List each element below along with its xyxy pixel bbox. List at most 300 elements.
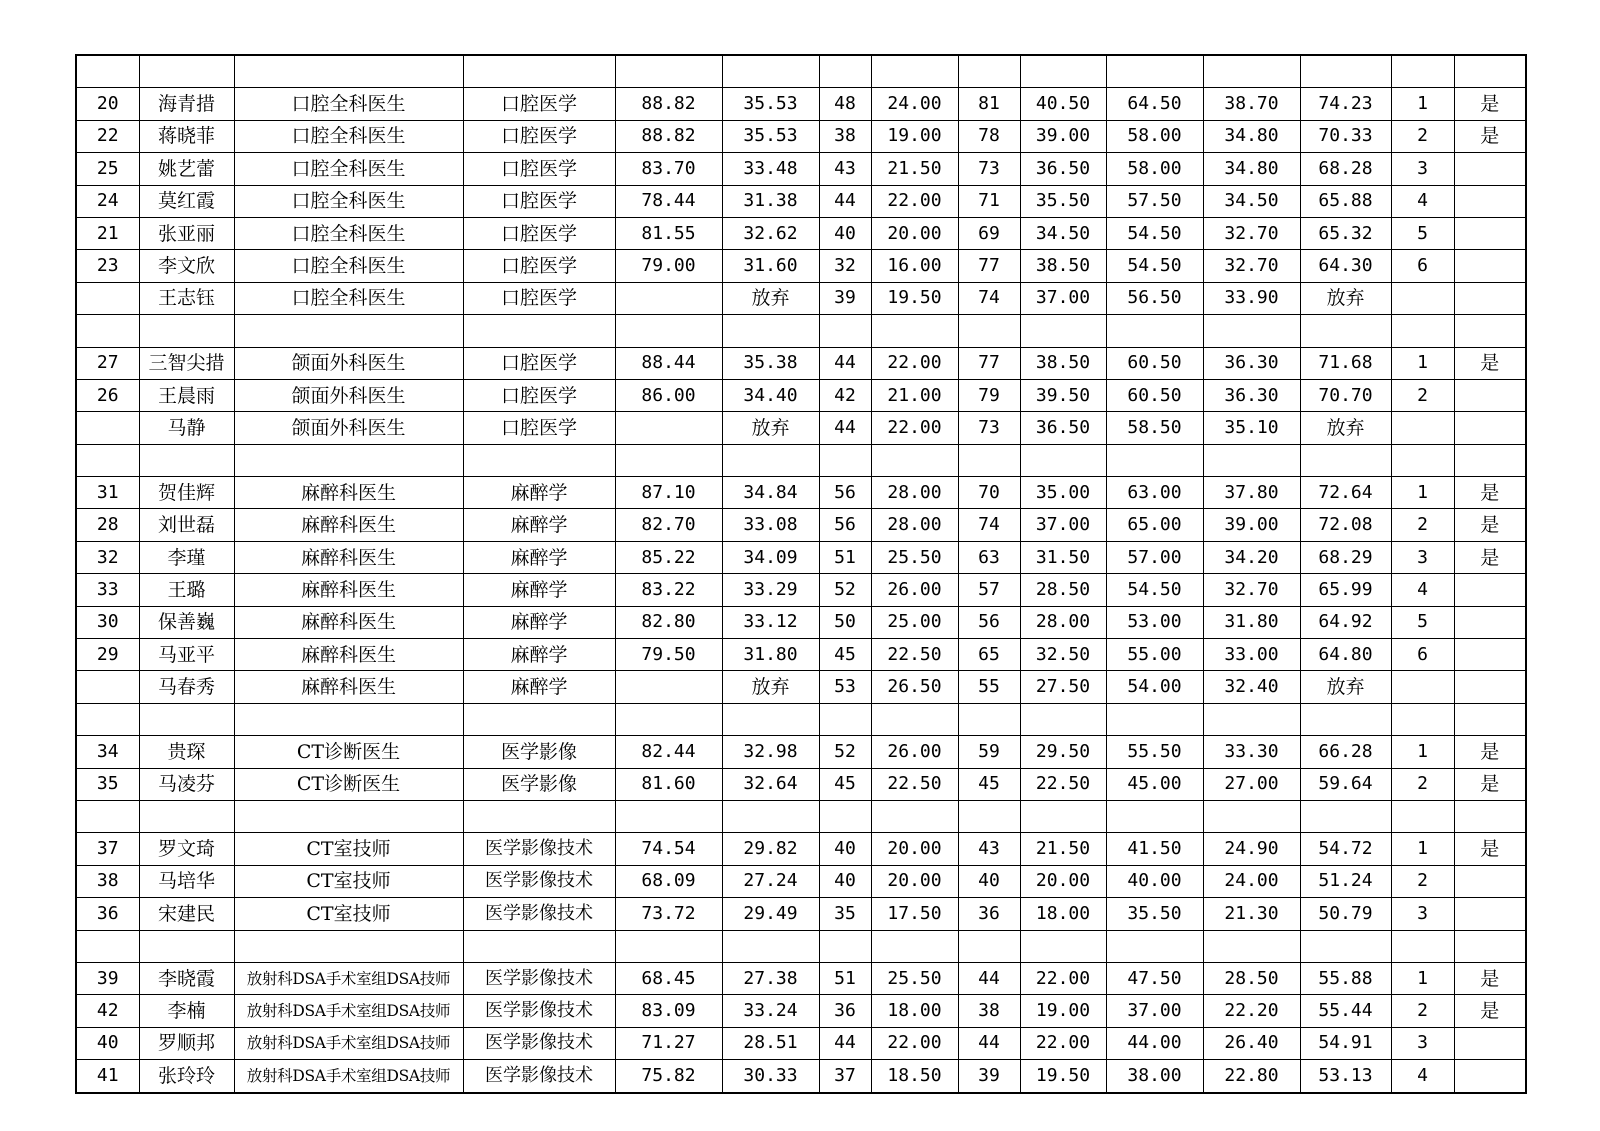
score-c-weighted-cell: 32.50 [1020,639,1106,671]
subtotal-cell: 41.50 [1106,833,1203,865]
score-a-cell: 82.44 [615,736,722,768]
score-c-cell: 74 [958,282,1020,314]
total-score-cell: 51.24 [1300,865,1391,897]
admitted-cell [1454,153,1526,185]
candidate-name-cell: 蒋晓菲 [139,120,234,152]
score-a-weighted-cell: 33.12 [722,606,819,638]
score-a-weighted-cell: 31.60 [722,250,819,282]
post-name-cell: 放射科DSA手术室组DSA技师 [234,1027,463,1059]
empty-cell [871,315,958,347]
total-score-cell: 54.72 [1300,833,1391,865]
empty-cell [819,444,871,476]
seq-number-cell: 42 [76,995,139,1027]
empty-cell [1454,315,1526,347]
major-cell: 麻醉学 [463,639,615,671]
subtotal-cell: 47.50 [1106,962,1203,994]
candidate-name-cell: 罗顺邦 [139,1027,234,1059]
score-b-cell: 32 [819,250,871,282]
table-row [76,606,1526,638]
post-name-cell: 口腔全科医生 [234,88,463,120]
rank-cell: 4 [1391,1060,1454,1093]
empty-cell [1106,55,1203,88]
total-score-cell: 53.13 [1300,1060,1391,1093]
empty-cell [1020,930,1106,962]
empty-cell [871,55,958,88]
empty-cell [1391,800,1454,832]
table-row [76,736,1526,768]
score-c-cell: 71 [958,185,1020,217]
rank-cell: 3 [1391,1027,1454,1059]
subtotal-weighted-cell: 22.80 [1203,1060,1300,1093]
major-cell: 口腔医学 [463,88,615,120]
admitted-cell [1454,671,1526,703]
spacer-row [76,315,1526,347]
score-b-weighted-cell: 22.50 [871,639,958,671]
post-name-cell: 麻醉科医生 [234,671,463,703]
subtotal-cell: 40.00 [1106,865,1203,897]
table-row [76,671,1526,703]
major-cell: 麻醉学 [463,606,615,638]
empty-cell [819,930,871,962]
score-c-cell: 39 [958,1060,1020,1093]
post-name-cell: 口腔全科医生 [234,120,463,152]
seq-number-cell: 30 [76,606,139,638]
table-row [76,574,1526,606]
candidate-name-cell: 李晓霞 [139,962,234,994]
total-score-cell: 68.29 [1300,541,1391,573]
post-name-cell: 放射科DSA手术室组DSA技师 [234,962,463,994]
table-row [76,153,1526,185]
subtotal-cell: 53.00 [1106,606,1203,638]
admitted-cell [1454,185,1526,217]
score-b-weighted-cell: 20.00 [871,833,958,865]
score-a-cell: 85.22 [615,541,722,573]
total-score-cell: 68.28 [1300,153,1391,185]
table-row [76,379,1526,411]
score-a-cell: 73.72 [615,898,722,930]
major-cell: 麻醉学 [463,541,615,573]
seq-number-cell: 27 [76,347,139,379]
score-a-cell: 83.22 [615,574,722,606]
empty-cell [1203,930,1300,962]
score-b-cell: 51 [819,962,871,994]
subtotal-cell: 38.00 [1106,1060,1203,1093]
major-cell: 医学影像技术 [463,833,615,865]
post-name-cell: 颌面外科医生 [234,412,463,444]
rank-cell: 6 [1391,250,1454,282]
empty-cell [871,930,958,962]
score-a-weighted-cell: 33.08 [722,509,819,541]
subtotal-weighted-cell: 32.40 [1203,671,1300,703]
empty-cell [1106,703,1203,735]
major-cell: 口腔医学 [463,185,615,217]
post-name-cell: 麻醉科医生 [234,541,463,573]
score-c-cell: 77 [958,347,1020,379]
score-c-cell: 43 [958,833,1020,865]
score-a-weighted-cell: 35.38 [722,347,819,379]
score-c-cell: 74 [958,509,1020,541]
empty-cell [1020,444,1106,476]
score-a-cell: 75.82 [615,1060,722,1093]
score-b-weighted-cell: 20.00 [871,217,958,249]
empty-cell [722,55,819,88]
subtotal-cell: 65.00 [1106,509,1203,541]
seq-number-cell: 35 [76,768,139,800]
empty-cell [76,444,139,476]
seq-number-cell: 37 [76,833,139,865]
subtotal-cell: 60.50 [1106,347,1203,379]
candidate-name-cell: 贺佳辉 [139,477,234,509]
empty-cell [463,930,615,962]
empty-cell [722,703,819,735]
score-a-weighted-cell: 32.64 [722,768,819,800]
admitted-cell: 是 [1454,88,1526,120]
score-c-weighted-cell: 19.50 [1020,1060,1106,1093]
score-b-weighted-cell: 18.50 [871,1060,958,1093]
major-cell: 口腔医学 [463,347,615,379]
empty-cell [463,800,615,832]
empty-cell [76,703,139,735]
candidate-name-cell: 王晨雨 [139,379,234,411]
score-a-weighted-cell: 29.49 [722,898,819,930]
subtotal-weighted-cell: 33.90 [1203,282,1300,314]
score-c-cell: 57 [958,574,1020,606]
table-row [76,477,1526,509]
subtotal-weighted-cell: 37.80 [1203,477,1300,509]
rank-cell: 2 [1391,509,1454,541]
major-cell: 口腔医学 [463,120,615,152]
total-score-cell: 放弃 [1300,671,1391,703]
score-b-weighted-cell: 18.00 [871,995,958,1027]
score-a-cell: 78.44 [615,185,722,217]
major-cell: 口腔医学 [463,282,615,314]
rank-cell: 1 [1391,347,1454,379]
rank-cell: 2 [1391,768,1454,800]
score-a-cell: 82.80 [615,606,722,638]
table-row [76,509,1526,541]
score-a-weighted-cell: 35.53 [722,120,819,152]
score-c-weighted-cell: 27.50 [1020,671,1106,703]
subtotal-cell: 56.50 [1106,282,1203,314]
subtotal-weighted-cell: 32.70 [1203,574,1300,606]
post-name-cell: 颌面外科医生 [234,347,463,379]
empty-cell [1300,930,1391,962]
candidate-name-cell: 贵琛 [139,736,234,768]
score-table [75,54,1527,1094]
score-a-weighted-cell: 27.38 [722,962,819,994]
empty-cell [1106,800,1203,832]
empty-cell [615,315,722,347]
post-name-cell: 口腔全科医生 [234,153,463,185]
table-row [76,995,1526,1027]
seq-number-cell [76,282,139,314]
major-cell: 麻醉学 [463,574,615,606]
score-c-weighted-cell: 38.50 [1020,347,1106,379]
major-cell: 麻醉学 [463,509,615,541]
score-b-weighted-cell: 20.00 [871,865,958,897]
score-b-cell: 42 [819,379,871,411]
empty-cell [819,703,871,735]
score-b-weighted-cell: 22.00 [871,1027,958,1059]
empty-cell [234,930,463,962]
post-name-cell: 麻醉科医生 [234,574,463,606]
score-b-cell: 36 [819,995,871,1027]
candidate-name-cell: 李文欣 [139,250,234,282]
major-cell: 医学影像 [463,736,615,768]
empty-cell [615,444,722,476]
candidate-name-cell: 马静 [139,412,234,444]
major-cell: 口腔医学 [463,412,615,444]
admitted-cell [1454,412,1526,444]
score-c-weighted-cell: 22.50 [1020,768,1106,800]
spacer-row [76,930,1526,962]
score-c-cell: 81 [958,88,1020,120]
empty-cell [615,800,722,832]
score-a-weighted-cell: 28.51 [722,1027,819,1059]
empty-cell [76,55,139,88]
subtotal-cell: 37.00 [1106,995,1203,1027]
total-score-cell: 71.68 [1300,347,1391,379]
score-c-weighted-cell: 35.00 [1020,477,1106,509]
score-a-weighted-cell: 放弃 [722,412,819,444]
subtotal-weighted-cell: 32.70 [1203,217,1300,249]
empty-cell [463,703,615,735]
subtotal-cell: 54.50 [1106,250,1203,282]
empty-cell [1454,800,1526,832]
score-c-weighted-cell: 31.50 [1020,541,1106,573]
empty-cell [1020,703,1106,735]
empty-cell [139,315,234,347]
admitted-cell [1454,1027,1526,1059]
total-score-cell: 放弃 [1300,282,1391,314]
subtotal-weighted-cell: 35.10 [1203,412,1300,444]
total-score-cell: 72.64 [1300,477,1391,509]
subtotal-weighted-cell: 33.00 [1203,639,1300,671]
score-a-cell [615,671,722,703]
total-score-cell: 64.80 [1300,639,1391,671]
subtotal-cell: 57.50 [1106,185,1203,217]
score-b-weighted-cell: 26.50 [871,671,958,703]
score-c-weighted-cell: 36.50 [1020,153,1106,185]
total-score-cell: 65.88 [1300,185,1391,217]
total-score-cell: 66.28 [1300,736,1391,768]
score-a-weighted-cell: 33.29 [722,574,819,606]
score-c-cell: 59 [958,736,1020,768]
score-c-cell: 56 [958,606,1020,638]
score-a-weighted-cell: 30.33 [722,1060,819,1093]
subtotal-cell: 54.00 [1106,671,1203,703]
empty-cell [615,930,722,962]
empty-cell [1454,55,1526,88]
candidate-name-cell: 马春秀 [139,671,234,703]
table-row [76,185,1526,217]
table-row [76,412,1526,444]
total-score-cell: 65.32 [1300,217,1391,249]
post-name-cell: CT室技师 [234,865,463,897]
score-b-weighted-cell: 16.00 [871,250,958,282]
post-name-cell: CT诊断医生 [234,768,463,800]
table-row [76,282,1526,314]
total-score-cell: 50.79 [1300,898,1391,930]
table-row [76,865,1526,897]
major-cell: 口腔医学 [463,379,615,411]
seq-number-cell: 28 [76,509,139,541]
score-a-weighted-cell: 放弃 [722,671,819,703]
score-b-cell: 35 [819,898,871,930]
table-row [76,1060,1526,1093]
subtotal-cell: 63.00 [1106,477,1203,509]
seq-number-cell: 36 [76,898,139,930]
score-a-weighted-cell: 35.53 [722,88,819,120]
score-c-cell: 73 [958,412,1020,444]
score-c-weighted-cell: 20.00 [1020,865,1106,897]
empty-cell [1020,315,1106,347]
candidate-name-cell: 马凌芬 [139,768,234,800]
rank-cell: 4 [1391,185,1454,217]
score-b-cell: 56 [819,509,871,541]
subtotal-cell: 64.50 [1106,88,1203,120]
subtotal-weighted-cell: 24.00 [1203,865,1300,897]
subtotal-cell: 55.50 [1106,736,1203,768]
admitted-cell: 是 [1454,962,1526,994]
rank-cell: 3 [1391,898,1454,930]
empty-cell [1300,55,1391,88]
seq-number-cell: 22 [76,120,139,152]
score-a-cell: 68.45 [615,962,722,994]
empty-cell [1203,315,1300,347]
empty-cell [615,703,722,735]
score-b-cell: 44 [819,347,871,379]
major-cell: 麻醉学 [463,477,615,509]
empty-cell [463,444,615,476]
empty-cell [234,444,463,476]
seq-number-cell: 21 [76,217,139,249]
admitted-cell: 是 [1454,509,1526,541]
subtotal-cell: 45.00 [1106,768,1203,800]
subtotal-weighted-cell: 34.80 [1203,120,1300,152]
empty-cell [958,444,1020,476]
score-b-weighted-cell: 25.50 [871,541,958,573]
table-row [76,250,1526,282]
score-c-weighted-cell: 18.00 [1020,898,1106,930]
score-b-weighted-cell: 22.00 [871,347,958,379]
score-c-weighted-cell: 35.50 [1020,185,1106,217]
seq-number-cell: 24 [76,185,139,217]
empty-cell [958,800,1020,832]
score-c-weighted-cell: 37.00 [1020,282,1106,314]
major-cell: 医学影像技术 [463,1027,615,1059]
table-row [76,768,1526,800]
empty-cell [1203,444,1300,476]
admitted-cell: 是 [1454,120,1526,152]
score-b-cell: 45 [819,768,871,800]
empty-cell [139,55,234,88]
empty-cell [958,315,1020,347]
candidate-name-cell: 三智尖措 [139,347,234,379]
subtotal-cell: 54.50 [1106,574,1203,606]
score-c-weighted-cell: 34.50 [1020,217,1106,249]
score-a-cell: 83.70 [615,153,722,185]
total-score-cell: 74.23 [1300,88,1391,120]
score-b-weighted-cell: 26.00 [871,574,958,606]
rank-cell [1391,282,1454,314]
candidate-name-cell: 刘世磊 [139,509,234,541]
empty-cell [1391,444,1454,476]
rank-cell: 3 [1391,541,1454,573]
admitted-cell [1454,574,1526,606]
empty-cell [139,444,234,476]
score-b-weighted-cell: 28.00 [871,509,958,541]
subtotal-cell: 60.50 [1106,379,1203,411]
table-row [76,1027,1526,1059]
major-cell: 医学影像技术 [463,1060,615,1093]
admitted-cell [1454,639,1526,671]
empty-cell [234,315,463,347]
score-a-weighted-cell: 34.84 [722,477,819,509]
score-b-cell: 43 [819,153,871,185]
empty-cell [234,703,463,735]
score-b-cell: 39 [819,282,871,314]
total-score-cell: 70.33 [1300,120,1391,152]
empty-cell [722,930,819,962]
score-a-cell: 68.09 [615,865,722,897]
candidate-name-cell: 王志钰 [139,282,234,314]
seq-number-cell: 38 [76,865,139,897]
score-c-weighted-cell: 21.50 [1020,833,1106,865]
score-a-cell: 81.55 [615,217,722,249]
empty-cell [958,703,1020,735]
post-name-cell: 口腔全科医生 [234,217,463,249]
score-a-cell: 88.82 [615,120,722,152]
score-a-weighted-cell: 27.24 [722,865,819,897]
score-a-cell [615,412,722,444]
score-a-cell: 81.60 [615,768,722,800]
score-b-weighted-cell: 19.00 [871,120,958,152]
empty-cell [76,930,139,962]
candidate-name-cell: 马亚平 [139,639,234,671]
admitted-cell [1454,282,1526,314]
candidate-name-cell: 李瑾 [139,541,234,573]
empty-cell [958,930,1020,962]
subtotal-weighted-cell: 34.80 [1203,153,1300,185]
subtotal-cell: 58.00 [1106,120,1203,152]
score-a-weighted-cell: 29.82 [722,833,819,865]
score-a-cell: 83.09 [615,995,722,1027]
rank-cell: 2 [1391,120,1454,152]
subtotal-cell: 54.50 [1106,217,1203,249]
seq-number-cell: 23 [76,250,139,282]
score-c-cell: 45 [958,768,1020,800]
seq-number-cell: 40 [76,1027,139,1059]
empty-cell [1300,800,1391,832]
empty-cell [722,315,819,347]
rank-cell [1391,412,1454,444]
empty-cell [1454,930,1526,962]
rank-cell: 2 [1391,995,1454,1027]
rank-cell: 5 [1391,606,1454,638]
spacer-row [76,444,1526,476]
empty-cell [1454,444,1526,476]
table-row [76,962,1526,994]
total-score-cell: 放弃 [1300,412,1391,444]
score-a-cell: 88.82 [615,88,722,120]
candidate-name-cell: 张亚丽 [139,217,234,249]
score-a-cell: 71.27 [615,1027,722,1059]
score-c-cell: 36 [958,898,1020,930]
candidate-name-cell: 海青措 [139,88,234,120]
empty-cell [819,55,871,88]
empty-cell [1300,315,1391,347]
